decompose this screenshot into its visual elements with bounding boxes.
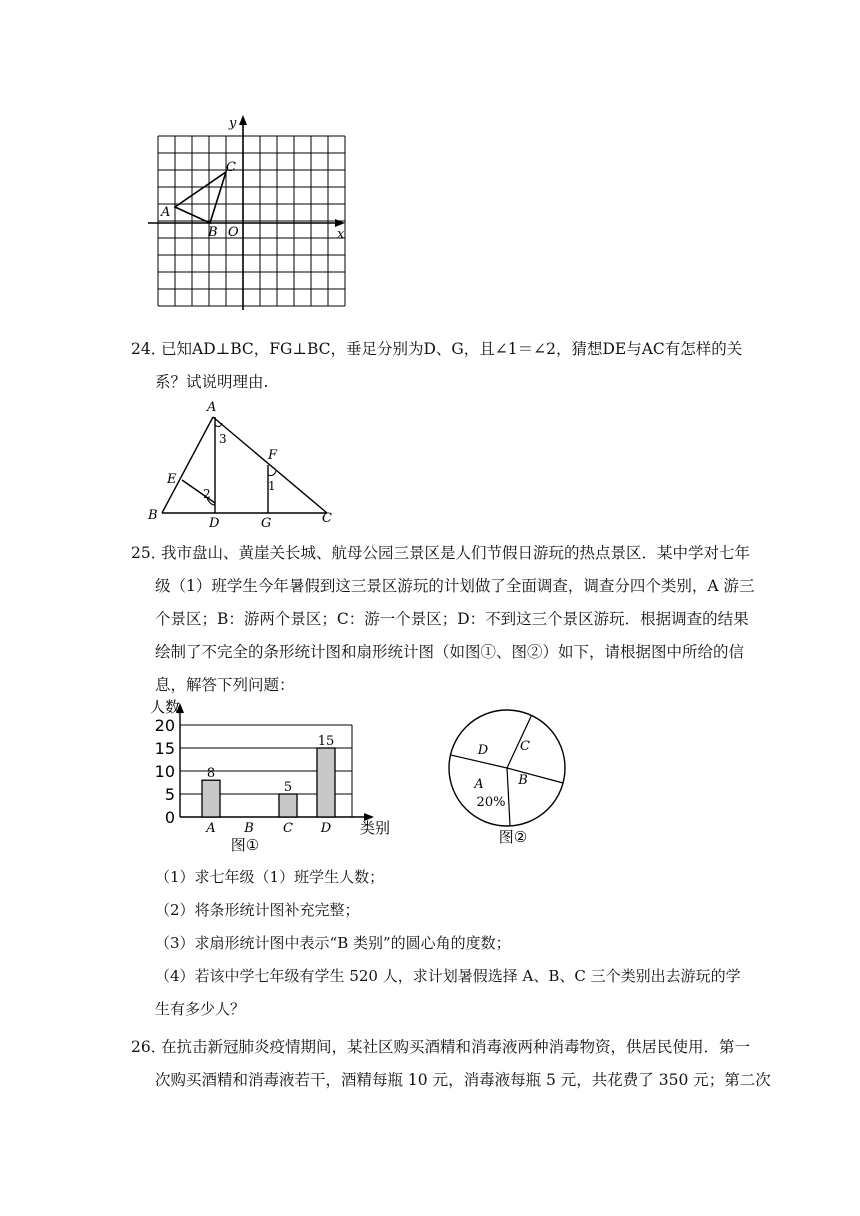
point-a-label: A bbox=[161, 205, 171, 220]
q24-text-line1: 已知AD⊥BC，FG⊥BC，垂足分别为D、G，且∠1＝∠2，猜想DE与AC有怎样的关 bbox=[161, 340, 743, 358]
q25-sub-4-line2: 生有多少人？ bbox=[155, 1000, 246, 1018]
bar-c bbox=[279, 794, 297, 817]
bar-chart-x-tick-label: D bbox=[320, 821, 332, 836]
pie-slice-divider bbox=[507, 768, 563, 783]
bar-chart-x-tick-label: A bbox=[206, 821, 216, 836]
x-axis-arrow bbox=[335, 219, 345, 227]
bar-chart-x-tick-label: C bbox=[283, 821, 293, 836]
q25-line-4: 绘制了不完全的条形统计图和扇形统计图（如图①、图②）如下，请根据图中所给的信 bbox=[155, 643, 745, 661]
q25-sub-1: （1）求七年级（1）班学生人数； bbox=[155, 868, 385, 886]
bar-chart-title: 图① bbox=[230, 836, 260, 854]
label-f: F bbox=[268, 448, 278, 463]
q26-number: 26． bbox=[131, 1038, 167, 1056]
pie-slice-label-c: C bbox=[520, 739, 530, 754]
label-e: E bbox=[167, 472, 177, 487]
pie-slice-divider bbox=[507, 768, 510, 826]
bar-chart-x-tick-label: B bbox=[244, 821, 254, 836]
grid-lines bbox=[158, 136, 345, 306]
bar-chart-y-label: 人数 bbox=[150, 698, 181, 716]
origin-label: O bbox=[228, 225, 239, 240]
pie-slice-label-d: D bbox=[477, 743, 489, 758]
q24-geometry-figure bbox=[140, 395, 350, 530]
triangle-abc bbox=[175, 172, 226, 223]
point-b-label: B bbox=[208, 225, 218, 240]
label-angle-3: 3 bbox=[219, 432, 227, 446]
y-axis-label: y bbox=[229, 116, 237, 131]
q24-number: 24． bbox=[131, 340, 167, 358]
label-g: G bbox=[261, 516, 272, 530]
pie-slice-percent-a: 20% bbox=[476, 795, 506, 810]
label-d: D bbox=[209, 516, 220, 530]
bar-data-label: 8 bbox=[206, 766, 216, 782]
q25-number: 25． bbox=[131, 544, 167, 562]
bar-chart-y-tick-label: 5 bbox=[164, 785, 175, 804]
pie-slice-label-b: B bbox=[518, 773, 528, 788]
bar-chart-x-label: 类别 bbox=[360, 819, 391, 837]
q25-sub-4-line1: （4）若该中学七年级有学生 520 人，求计划暑假选择 A、B、C 三个类别出去游玩的学 bbox=[155, 967, 741, 985]
y-axis-arrow bbox=[239, 115, 247, 125]
label-c: C bbox=[322, 511, 332, 526]
q25-line-2: 级（1）班学生今年暑假到这三景区游玩的计划做了全面调查，调查分四个类别，A 游三 bbox=[155, 577, 755, 595]
bar-chart-y-tick-label: 0 bbox=[164, 808, 175, 827]
bar-chart-y-tick-label: 10 bbox=[154, 762, 175, 781]
q25-sub-3: （3）求扇形统计图中表示“B 类别”的圆心角的度数； bbox=[155, 934, 511, 952]
pie-chart-figure-2 bbox=[440, 700, 590, 850]
q26-line-1: 在抗击新冠肺炎疫情期间，某社区购买酒精和消毒液两种消毒物资，供居民使用．第一 bbox=[161, 1038, 751, 1056]
bar-a bbox=[202, 780, 220, 817]
label-a: A bbox=[207, 400, 217, 415]
bar-chart-figure-1 bbox=[140, 695, 410, 860]
point-c-label: C bbox=[226, 160, 236, 175]
bar-d bbox=[317, 748, 335, 817]
pie-chart-title: 图② bbox=[498, 828, 528, 846]
bar-data-label: 5 bbox=[283, 780, 293, 795]
pie-slice-label-a: A bbox=[474, 777, 484, 792]
bar-chart-y-tick-label: 15 bbox=[154, 739, 175, 758]
x-axis-label: x bbox=[337, 227, 345, 242]
bar-chart-y-tick-label: 20 bbox=[154, 716, 175, 735]
q26-line-2: 次购买酒精和消毒液若干，酒精每瓶 10 元，消毒液每瓶 5 元，共花费了 350 元；第二次 bbox=[155, 1071, 771, 1089]
q25-line-3: 个景区；B：游两个景区；C：游一个景区；D：不到这三个景区游玩．根据调查的结果 bbox=[155, 610, 749, 628]
q25-line-5: 息，解答下列问题： bbox=[155, 676, 295, 694]
coordinate-grid-figure bbox=[140, 110, 370, 320]
q24-text-line2: 系？试说明理由. bbox=[155, 373, 269, 391]
q25-line-1: 我市盘山、黄崖关长城、航母公园三景区是人们节假日游玩的热点景区．某中学对七年 bbox=[161, 544, 751, 562]
label-angle-1: 1 bbox=[268, 479, 276, 493]
bar-data-label: 15 bbox=[317, 734, 335, 749]
label-b: B bbox=[148, 508, 158, 523]
q25-sub-2: （2）将条形统计图补充完整； bbox=[155, 901, 360, 919]
label-angle-2: 2 bbox=[203, 487, 211, 501]
